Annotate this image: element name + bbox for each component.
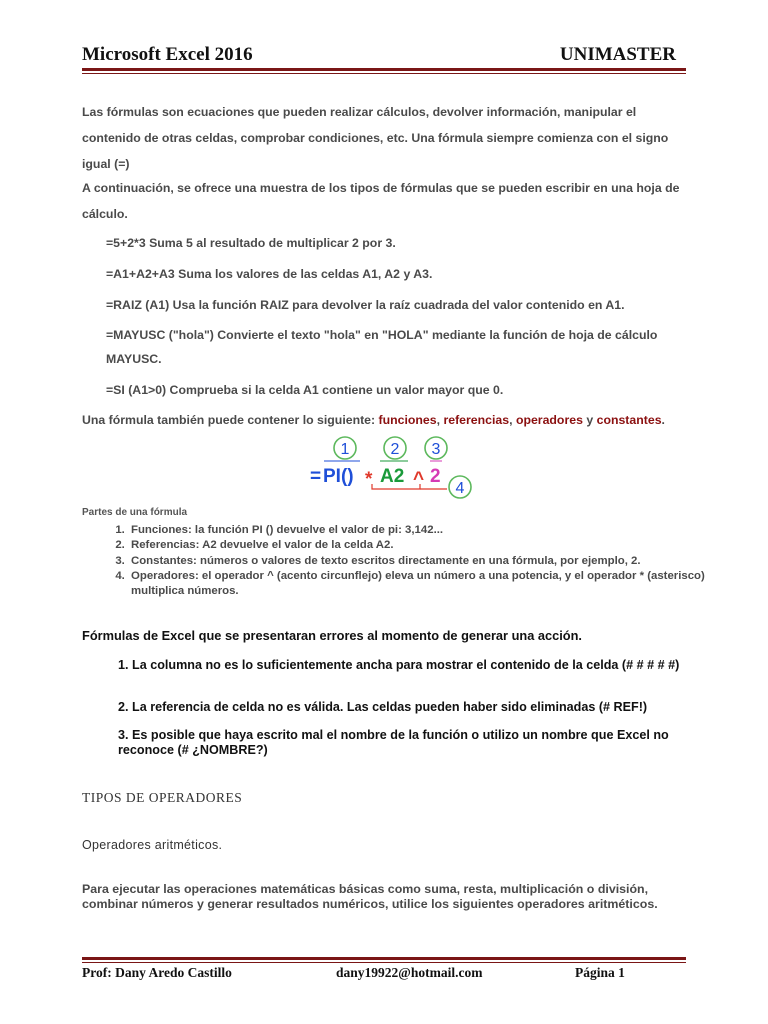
formula-operator-multiply: * bbox=[365, 469, 373, 490]
example-formula-1: =5+2*3 Suma 5 al resultado de multiplicar 2 por 3. bbox=[106, 236, 396, 250]
header-rule bbox=[82, 68, 686, 71]
error-item-2: 2. La referencia de celda no es válida. Las celdas pueden haber sido eliminadas (# REF!) bbox=[118, 700, 648, 714]
example-formula-2: =A1+A2+A3 Suma los valores de las celdas A1, A2 y A3. bbox=[106, 267, 433, 281]
parts-list bbox=[84, 523, 728, 599]
parts-item-references: 2. Referencias: A2 devuelve el valor de la celda A2. bbox=[128, 538, 728, 553]
section-heading-operators: TIPOS DE OPERADORES bbox=[82, 790, 243, 805]
contents-lead: Una fórmula también puede contener lo siguiente: bbox=[82, 413, 379, 427]
formula-reference: A2 bbox=[380, 466, 405, 487]
header-rule-thin bbox=[82, 73, 686, 74]
formula-equals: = bbox=[310, 466, 322, 487]
error-item-3: 3. Es posible que haya escrito mal el nombre de la función o utilizo un nombre que Excel no reconoce (# ¿NOMBRE?) bbox=[118, 728, 669, 757]
parts-item-constants: 3. Constantes: números o valores de texto escritos directamente en una fórmula, por ejemplo, 2. bbox=[128, 554, 728, 569]
document-title: Microsoft Excel 2016 bbox=[82, 44, 253, 65]
parts-heading: Partes de una fórmula bbox=[82, 507, 188, 518]
intro-paragraph-2: A continuación, se ofrece una muestra de los tipos de fórmulas que se pueden escribir en una hoja de cálculo. bbox=[82, 181, 680, 221]
term-constantes: constantes bbox=[596, 413, 662, 427]
term-funciones: funciones bbox=[378, 413, 437, 427]
marker-number-3: 3 bbox=[431, 441, 441, 458]
formula-operator-power: ^ bbox=[413, 469, 425, 490]
formula-function: PI() bbox=[323, 466, 354, 487]
arithmetic-paragraph: Para ejecutar las operaciones matemáticas básicas como suma, resta, multiplicación o división, combinar números y generar resultados numéricos, utilice los siguientes operadores aritméticos. bbox=[82, 882, 658, 911]
term-operadores: operadores bbox=[515, 413, 583, 427]
footer-author: Prof: Dany Aredo Castillo bbox=[82, 965, 232, 980]
intro-paragraph-1: Las fórmulas son ecuaciones que pueden realizar cálculos, devolver información, manipular el contenido de otras celdas, comprobar condiciones, etc. Una fórmula siempre comienza con el signo igual (=) bbox=[82, 105, 669, 171]
example-formula-4: =MAYUSC ("hola") Convierte el texto "hola" en "HOLA" mediante la función de hoja de cálculo MAYUSC. bbox=[106, 328, 658, 366]
footer-rule bbox=[82, 957, 686, 960]
marker-number-4: 4 bbox=[455, 480, 465, 497]
marker-number-1: 1 bbox=[340, 441, 350, 458]
formula-contents-line: Una fórmula también puede contener lo siguiente: funciones, referencias, operadores y constantes. bbox=[82, 413, 665, 427]
parts-item-operators: 4. Operadores: el operador ^ (acento circunflejo) eleva un número a una potencia, y el operador * (asterisco) multiplica números. bbox=[128, 569, 728, 600]
subheading-arithmetic: Operadores aritméticos. bbox=[82, 838, 223, 852]
formula-constant: 2 bbox=[430, 466, 441, 487]
term-referencias: referencias bbox=[443, 413, 510, 427]
errors-heading: Fórmulas de Excel que se presentaran errores al momento de generar una acción. bbox=[82, 628, 582, 643]
footer-rule-thin bbox=[82, 962, 686, 963]
footer-email: dany19922@hotmail.com bbox=[336, 965, 483, 980]
error-item-1: 1. La columna no es lo suficientemente ancha para mostrar el contenido de la celda (# # # # #) bbox=[118, 658, 680, 672]
example-formula-5: =SI (A1>0) Comprueba si la celda A1 contiene un valor mayor que 0. bbox=[106, 383, 504, 397]
marker-number-2: 2 bbox=[390, 441, 400, 458]
organization-name: UNIMASTER bbox=[559, 44, 676, 65]
footer-page-number: Página 1 bbox=[575, 965, 625, 980]
example-formula-3: =RAIZ (A1) Usa la función RAIZ para devolver la raíz cuadrada del valor contenido en A1. bbox=[106, 298, 625, 312]
parts-item-functions: 1. Funciones: la función PI () devuelve el valor de pi: 3,142... bbox=[128, 523, 728, 538]
formula-diagram bbox=[300, 432, 490, 502]
